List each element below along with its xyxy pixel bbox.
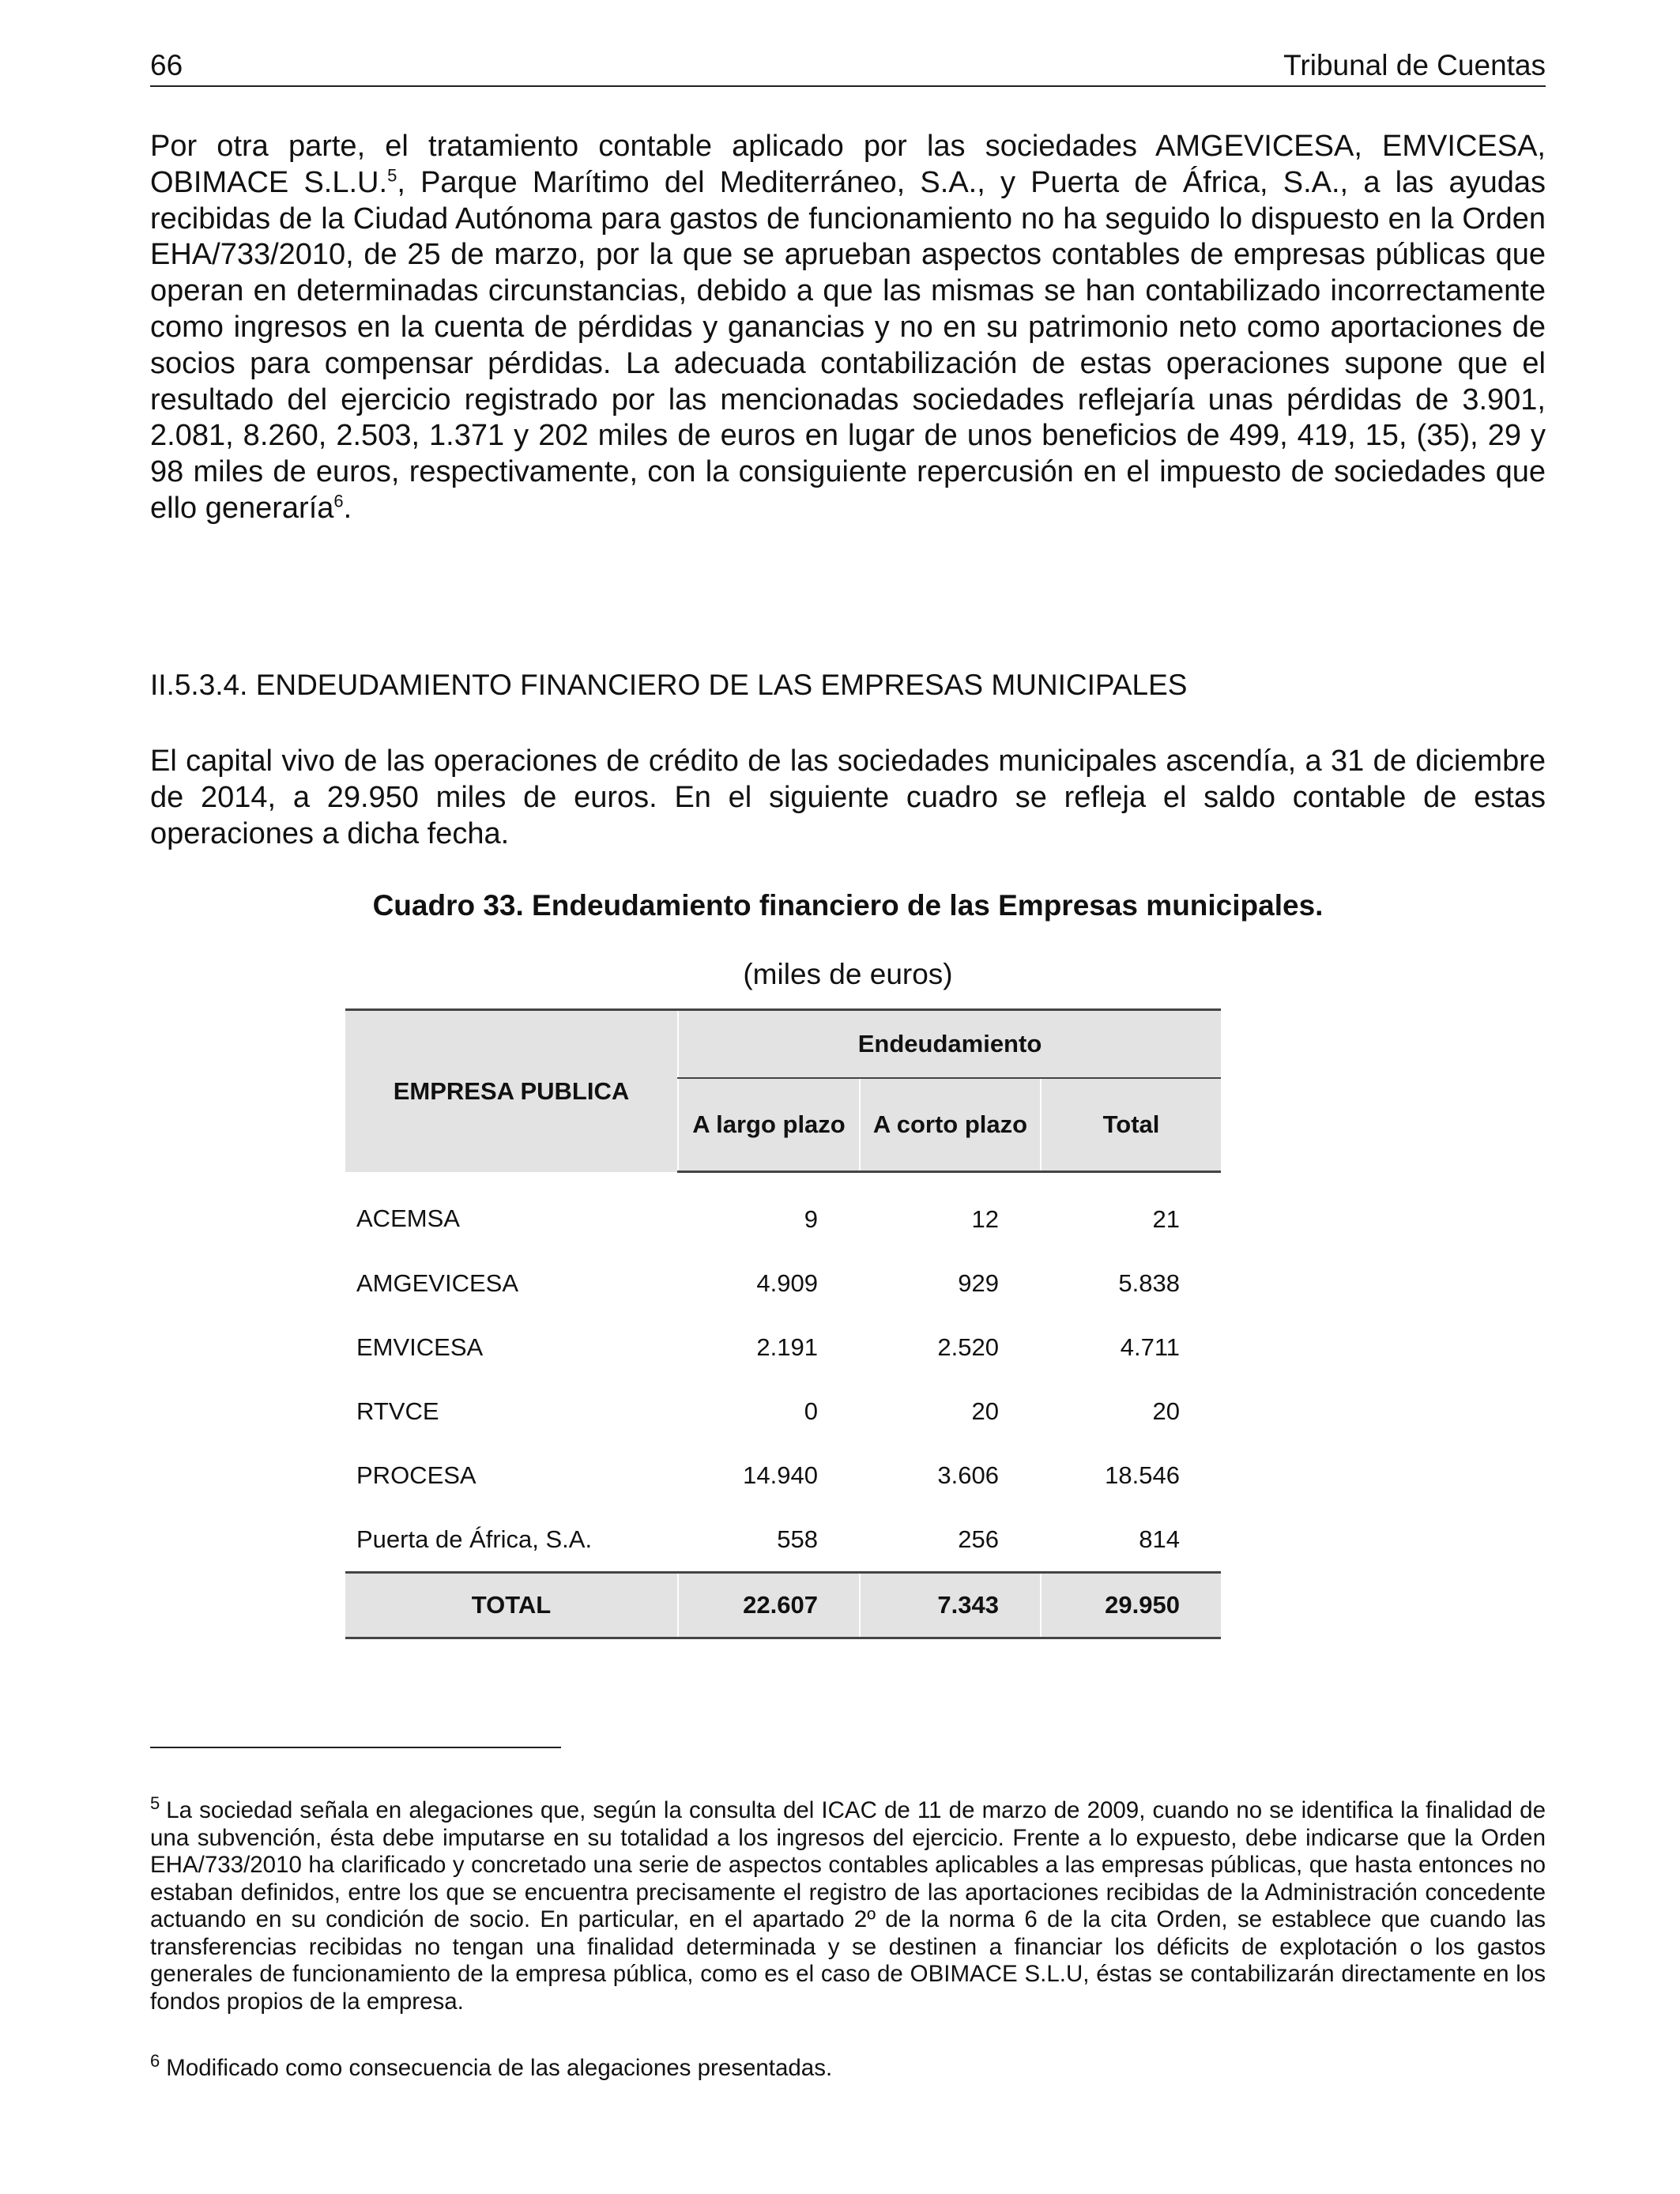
cell-total-short-term: 7.343 xyxy=(860,1573,1041,1638)
table-row xyxy=(345,1251,1221,1315)
paragraph-text: Por otra parte, el tratamiento contable aplicado por las sociedades AMGEVICESA, EMVICESA, OBIMACE S.L.U. xyxy=(150,130,1546,199)
footnote-ref-5[interactable]: 5 xyxy=(387,165,397,186)
debt-table xyxy=(345,1008,1221,1639)
table-title: Cuadro 33. Endeudamiento financiero de las Empresas municipales. xyxy=(372,889,1324,922)
cell-company: AMGEVICESA xyxy=(356,1269,518,1297)
cell-long-term: 558 xyxy=(678,1507,860,1573)
cell-short-term: 3.606 xyxy=(860,1443,1041,1507)
table-row xyxy=(345,1507,1221,1573)
cell-short-term: 929 xyxy=(860,1251,1041,1315)
table-total-row xyxy=(345,1573,1221,1638)
header-short-term: A corto plazo xyxy=(860,1078,1041,1172)
cell-long-term: 0 xyxy=(678,1379,860,1443)
cell-company: EMVICESA xyxy=(356,1333,484,1361)
footnote-6 xyxy=(150,2051,1546,2083)
body-paragraph-2: El capital vivo de las operaciones de crédito de las sociedades municipales ascendía, a 31 de diciembre de 2014, a 29.950 miles de euros. En el siguiente cuadro se refleja el saldo contable de estas operaciones a dicha fecha. xyxy=(150,745,1546,850)
page-header xyxy=(150,46,1546,87)
header-long-term: A largo plazo xyxy=(678,1078,860,1172)
cell-short-term: 256 xyxy=(860,1507,1041,1573)
cell-total: 4.711 xyxy=(1041,1315,1221,1379)
cell-total-total: 29.950 xyxy=(1041,1573,1221,1638)
institution-name: Tribunal de Cuentas xyxy=(1283,49,1546,81)
table-row xyxy=(345,1315,1221,1379)
section-heading: II.5.3.4. ENDEUDAMIENTO FINANCIERO DE LAS EMPRESAS MUNICIPALES xyxy=(150,669,1188,701)
footnote-separator xyxy=(150,1747,561,1748)
header-total: Total xyxy=(1041,1078,1221,1172)
cell-short-term: 2.520 xyxy=(860,1315,1041,1379)
cell-total: 20 xyxy=(1041,1379,1221,1443)
cell-short-term: 12 xyxy=(860,1172,1041,1252)
body-paragraph-1 xyxy=(150,129,1546,527)
cell-short-term: 20 xyxy=(860,1379,1041,1443)
table-row xyxy=(345,1172,1221,1252)
footnote-text: La sociedad señala en alegaciones que, según la consulta del ICAC de 11 de marzo de 2009, cuando no se identifica la finalidad de una subvención, ésta debe imputarse en su totalidad a los ingresos del ejercicio. Frente a lo expuesto, debe indicarse que la Orden EHA/733/2010 ha clarificado y concretado una serie de aspectos contables aplicables a las empresas públicas, que hasta entonces no estaban definidos, entre los que se encuentra precisamente el registro de las aportaciones recibidas de la Administración concedente actuando en su condición de socio. En particular, en el apartado 2º de la norma 6 de la cita Orden, se establece que cuando las transferencias recibidas no tengan una finalidad determinada y se destinen a financiar los déficits de explotación o los gastos generales de funcionamiento de la empresa pública, como es el caso de OBIMACE S.L.U, éstas se contabilizarán directamente en los fondos propios de la empresa. xyxy=(150,1797,1546,2015)
paragraph-text: , Parque Marítimo del Mediterráneo, S.A., y Puerta de África, S.A., a las ayudas recibidas de la Ciudad Autónoma para gastos de funcionamiento no ha seguido lo dispuesto en la Orden EHA/733/2010, de 25 de marzo, por la que se aprueban aspectos contables de empresas públicas que operan en determinadas circunstancias, debido a que las mismas se han contabilizado incorrectamente como ingresos en la cuenta de pérdidas y ganancias y no en su patrimonio neto como aportaciones de socios para compensar pérdidas. La adecuada contabilización de estas operaciones supone que el resultado del ejercicio registrado por las mencionadas sociedades reflejaría unas pérdidas de 3.901, 2.081, 8.260, 2.503, 1.371 y 202 miles de euros en lugar de unos beneficios de 499, 419, 15, (35), 29 y 98 miles de euros, respectivamente, con la consiguiente repercusión en el impuesto de sociedades que ello generaría xyxy=(150,165,1546,525)
table-row xyxy=(345,1379,1221,1443)
footnote-text: Modificado como consecuencia de las alegaciones presentadas. xyxy=(166,2055,833,2081)
cell-company: PROCESA xyxy=(356,1461,477,1489)
cell-total: 5.838 xyxy=(1041,1251,1221,1315)
cell-company: ACEMSA xyxy=(356,1204,460,1232)
cell-total-long-term: 22.607 xyxy=(678,1573,860,1638)
page-number: 66 xyxy=(150,49,183,81)
header-debt-group: Endeudamiento xyxy=(678,1010,1221,1079)
paragraph-text: . xyxy=(343,491,352,525)
cell-company: Puerta de África, S.A. xyxy=(356,1525,593,1553)
cell-total: 18.546 xyxy=(1041,1443,1221,1507)
table-row xyxy=(345,1443,1221,1507)
cell-long-term: 2.191 xyxy=(678,1315,860,1379)
footnote-mark: 5 xyxy=(150,1793,160,1814)
cell-company: RTVCE xyxy=(356,1397,439,1425)
cell-total: 814 xyxy=(1041,1507,1221,1573)
cell-total: 21 xyxy=(1041,1172,1221,1252)
footnote-5 xyxy=(150,1793,1546,2015)
table-unit: (miles de euros) xyxy=(743,958,953,990)
cell-long-term: 14.940 xyxy=(678,1443,860,1507)
footnote-ref-6[interactable]: 6 xyxy=(333,491,344,511)
cell-total-label: TOTAL xyxy=(345,1573,678,1638)
cell-long-term: 9 xyxy=(678,1172,860,1252)
footnote-mark: 6 xyxy=(150,2051,160,2071)
cell-long-term: 4.909 xyxy=(678,1251,860,1315)
header-company: EMPRESA PUBLICA xyxy=(345,1010,678,1172)
